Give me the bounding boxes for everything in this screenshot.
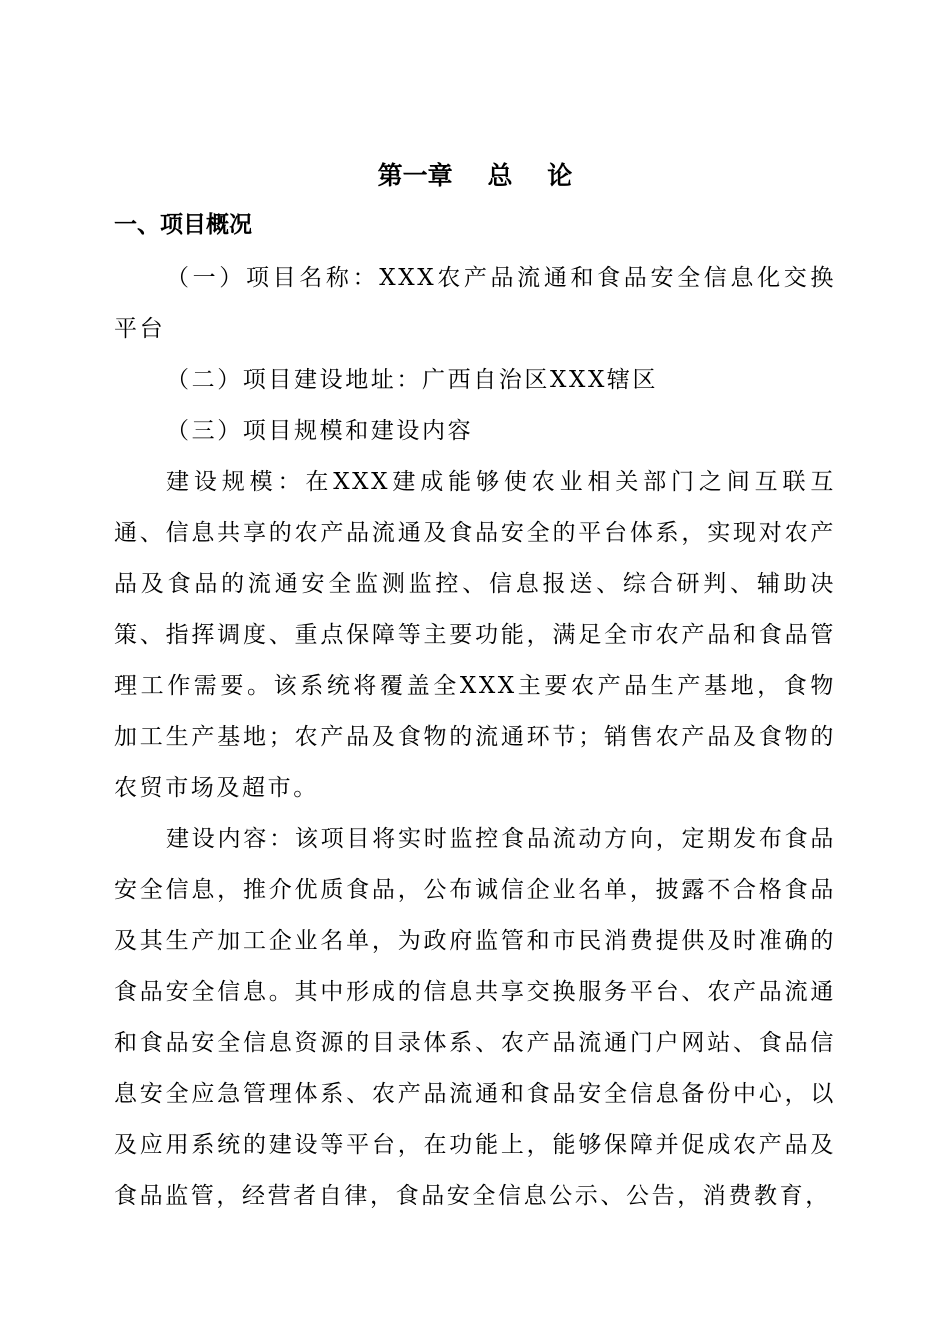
section-heading: 一、项目概况 [114, 212, 252, 238]
project-address-item: （二）项目建设地址：广西自治区XXX辖区 [166, 367, 659, 393]
chapter-title: 第一章 总 论 [377, 161, 573, 190]
project-name-item: （一）项目名称：XXX农产品流通和食品安全信息化交换平台 [114, 265, 836, 342]
construction-scale-paragraph: 建设规模：在XXX建成能够使农业相关部门之间互联互通、信息共享的农产品流通及食品安全的平台体系，实现对农产品及食品的流通安全监测监控、信息报送、综合研判、辅助决策、指挥调度、重点保障等主要功能，满足全市农产品和食品管理工作需要。该系统将覆盖全XXX主要农产品生产基地，食物加工生产基地；农产品及食物的流通环节；销售农产品及食物的农贸市场及超市。 [114, 469, 836, 801]
project-scale-heading: （三）项目规模和建设内容 [166, 418, 474, 444]
document-body [114, 253, 836, 1222]
construction-content-paragraph: 建设内容：该项目将实时监控食品流动方向，定期发布食品安全信息，推介优质食品，公布诚信企业名单，披露不合格食品及其生产加工企业名单，为政府监管和市民消费提供及时准确的食品安全信息。其中形成的信息共享交换服务平台、农产品流通和食品安全信息资源的目录体系、农产品流通门户网站、食品信息安全应急管理体系、农产品流通和食品安全信息备份中心，以及应用系统的建设等平台，在功能上，能够保障并促成农产品及食品监管，经营者自律，食品安全信息公示、公告，消费教育， [114, 826, 836, 1209]
